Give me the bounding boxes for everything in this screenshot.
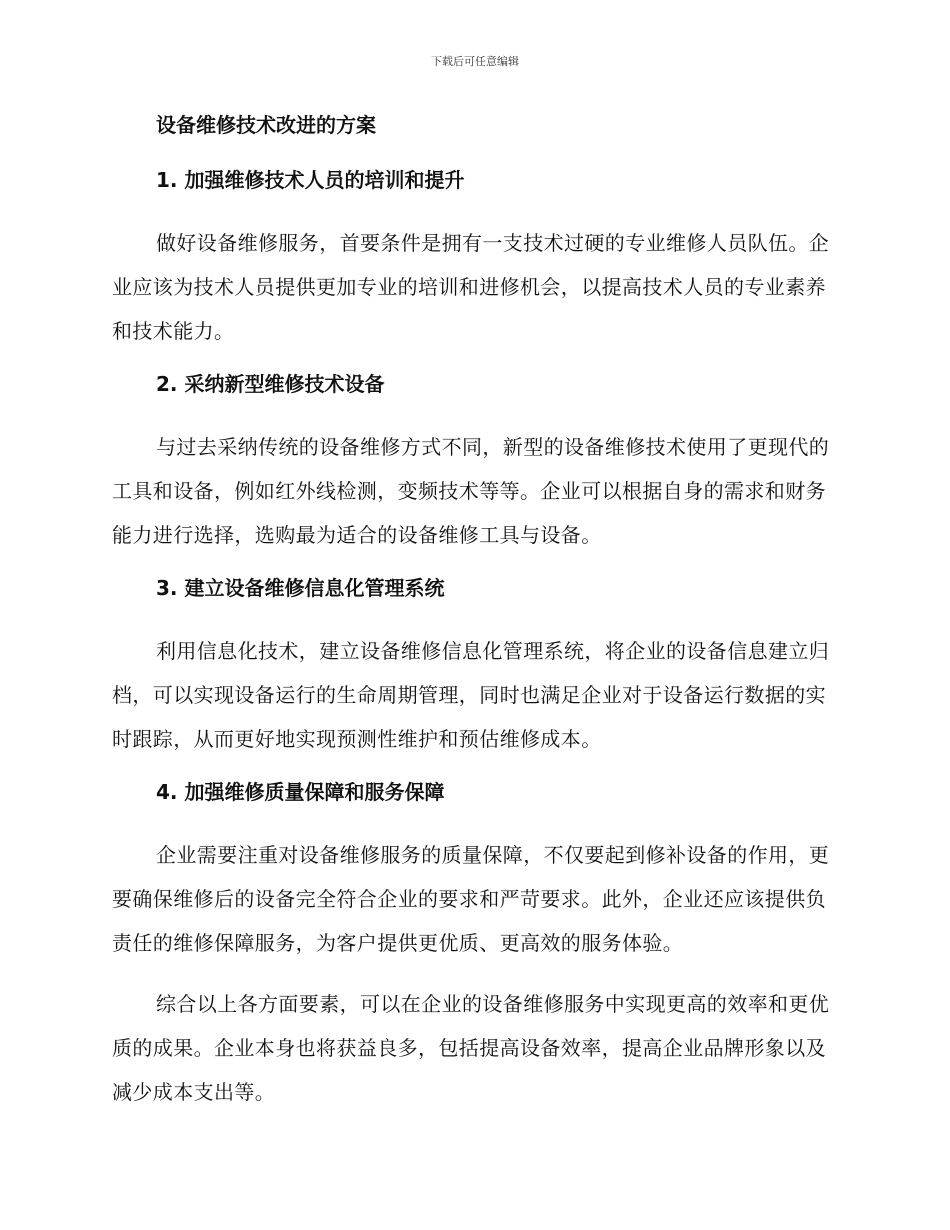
conclusion-paragraph: 综合以上各方面要素，可以在企业的设备维修服务中实现更高的效率和更优质的成果。企业本身也将获益良多，包括提高设备效率，提高企业品牌形象以及减少成本支出等。 (112, 992, 830, 1104)
section-body-4: 企业需要注重对设备维修服务的质量保障，不仅要起到修补设备的作用，更要确保维修后的设备完全符合企业的要求和严苛要求。此外，企业还应该提供负责任的维修保障服务，为客户提供更优质、更高效的服务体验。 (112, 843, 830, 955)
document-title: 设备维修技术改进的方案 (156, 113, 376, 137)
header-note: 下载后可任意编辑 (431, 55, 519, 68)
document-content (112, 111, 830, 1131)
section-body-3: 利用信息化技术，建立设备维修信息化管理系统，将企业的设备信息建立归档，可以实现设备运行的生命周期管理，同时也满足企业对于设备运行数据的实时跟踪，从而更好地实现预测性维护和预估维修成本。 (112, 639, 830, 751)
section-heading-3: 3. 建立设备维修信息化管理系统 (156, 576, 445, 600)
section-body-2: 与过去采纳传统的设备维修方式不同，新型的设备维修技术使用了更现代的工具和设备，例如红外线检测，变频技术等等。企业可以根据自身的需求和财务能力进行选择，选购最为适合的设备维修工具与设备。 (112, 435, 830, 547)
section-heading-2: 2. 采纳新型维修技术设备 (156, 372, 385, 396)
section-body-1: 做好设备维修服务，首要条件是拥有一支技术过硬的专业维修人员队伍。企业应该为技术人员提供更加专业的培训和进修机会，以提高技术人员的专业素养和技术能力。 (112, 231, 830, 343)
section-heading-4: 4. 加强维修质量保障和服务保障 (156, 780, 445, 804)
section-heading-1: 1. 加强维修技术人员的培训和提升 (156, 168, 465, 192)
